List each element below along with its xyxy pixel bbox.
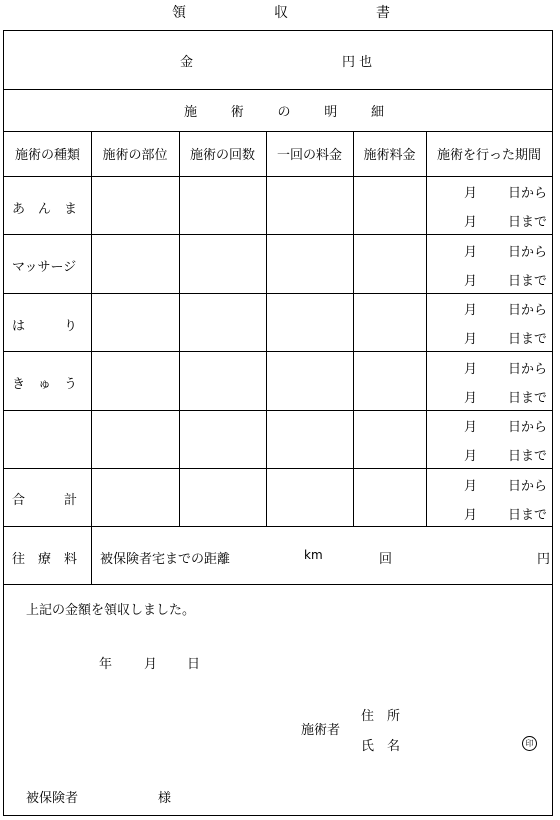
divider: [4, 293, 552, 294]
divider: [4, 584, 552, 585]
period-from: 日から: [508, 420, 548, 435]
header-cell: 施術の部位: [102, 148, 168, 163]
date-day: 日: [187, 657, 201, 672]
divider: [4, 176, 552, 177]
period-to: 日まで: [508, 508, 548, 523]
header-cell: 施術を行った期間: [436, 148, 541, 163]
period-from: 日から: [508, 303, 548, 318]
col-divider: [91, 131, 92, 584]
name-label: 氏 名: [361, 739, 401, 754]
period-month: 月: [464, 186, 478, 201]
period-to: 日まで: [508, 391, 548, 406]
period-month: 月: [464, 391, 478, 406]
header-cell: 施術料金: [363, 148, 416, 163]
title-char: 書: [376, 5, 390, 21]
period-from: 日から: [508, 245, 548, 260]
period-to: 日まで: [508, 449, 548, 464]
title-char: 領: [172, 5, 186, 21]
period-to: 日まで: [508, 274, 548, 289]
travel-fee-label: 往 療 料: [12, 552, 78, 567]
col-divider: [353, 131, 354, 526]
receipt-statement: 上記の金額を領収しました。: [26, 603, 196, 618]
period-to: 日まで: [508, 215, 548, 230]
amount-label: 金: [180, 55, 194, 70]
divider: [4, 351, 552, 352]
times-unit: 回: [379, 552, 393, 567]
details-heading: 施 術 の 明 細: [184, 104, 384, 120]
seal-icon: [522, 735, 537, 751]
receipt-title: [0, 2, 560, 28]
header-cell: 一回の料金: [276, 148, 342, 163]
honorific: 様: [158, 791, 172, 806]
period-from: 日から: [508, 479, 548, 494]
treatment-type: マッサージ: [12, 260, 77, 275]
period-from: 日から: [508, 186, 548, 201]
practitioner-label: 施術者: [301, 723, 341, 738]
treatment-type: あ ん ま: [12, 202, 78, 217]
col-divider: [266, 131, 267, 526]
period-month: 月: [464, 420, 478, 435]
address-label: 住 所: [361, 709, 401, 724]
header-cell: 施術の回数: [189, 148, 255, 163]
yen-unit: 円: [537, 552, 551, 567]
header-cell: 施術の種類: [14, 148, 80, 163]
treatment-type: き ゅ う: [12, 377, 78, 392]
period-from: 日から: [508, 362, 548, 377]
divider: [4, 468, 552, 469]
divider: [4, 234, 552, 235]
col-divider: [179, 131, 180, 526]
period-month: 月: [464, 215, 478, 230]
period-month: 月: [464, 303, 478, 318]
period-month: 月: [464, 479, 478, 494]
insured-label: 被保険者: [26, 791, 79, 806]
receipt-form: [3, 30, 553, 816]
period-to: 日まで: [508, 332, 548, 347]
divider: [4, 526, 552, 527]
title-char: 収: [274, 5, 288, 21]
period-month: 月: [464, 245, 478, 260]
divider: [4, 410, 552, 411]
date-month: 月: [144, 657, 158, 672]
km-unit: km: [304, 548, 323, 562]
date-year: 年: [99, 657, 113, 672]
seal-mark: 印: [522, 736, 537, 751]
period-month: 月: [464, 508, 478, 523]
distance-label: 被保険者宅までの距離: [100, 552, 231, 567]
period-month: 月: [464, 449, 478, 464]
amount-unit: 円 也: [342, 55, 373, 70]
treatment-type-total: 合 計: [12, 493, 78, 508]
period-month: 月: [464, 332, 478, 347]
col-divider: [426, 131, 427, 526]
period-month: 月: [464, 274, 478, 289]
period-month: 月: [464, 362, 478, 377]
treatment-type: は り: [12, 319, 78, 334]
